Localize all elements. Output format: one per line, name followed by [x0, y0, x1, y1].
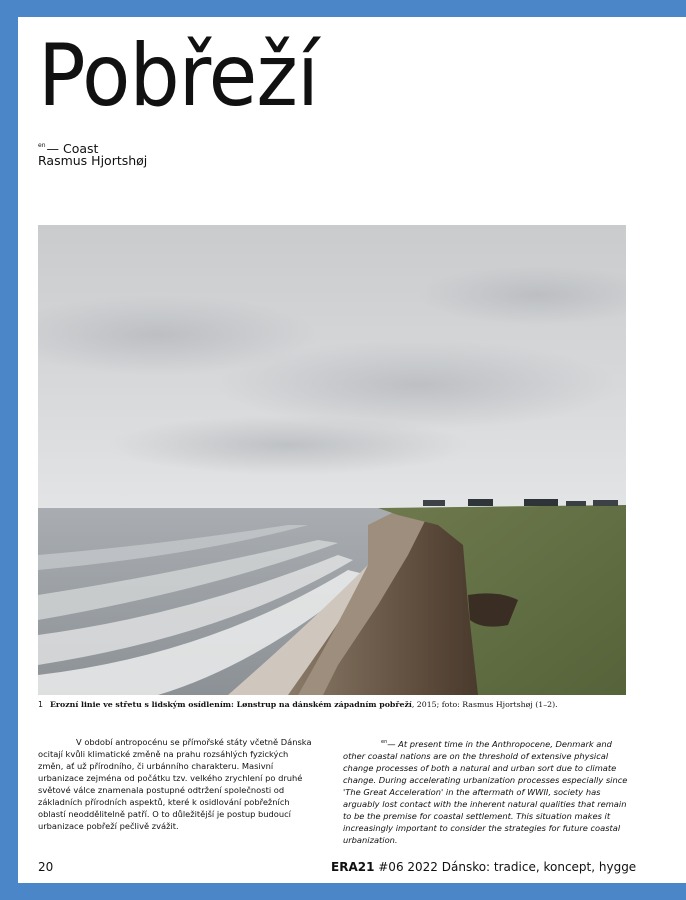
english-lang-tag: en — [381, 739, 388, 745]
english-paragraph — [343, 736, 628, 846]
subtitle-text: — Coast — [46, 141, 99, 156]
caption-bold-text: Erozní linie ve střetu s lidským osídlením: Lønstrup na dánském západním pobřeží — [49, 700, 412, 709]
lang-tag: en — [38, 142, 46, 149]
page-title: Pobřeží — [38, 26, 319, 126]
caption-text: , 2015; foto: Rasmus Hjortshøj (1–2). — [411, 700, 558, 709]
footer-issue — [331, 860, 636, 874]
magazine-page — [18, 17, 686, 883]
author-name: Rasmus Hjortshøj — [38, 153, 148, 168]
czech-paragraph: V období antropocénu se přímořské státy včetně Dánska ocitají kvůli klimatické změně na prahu rozsáhlých fyzických změn, ať už přírodního, či urbánního charakteru. Masivní urbanizace zejména od počátku tzv. velkého zrychlení po druhé světové válce znamenala postupné odtržení společnosti od základních přírodních aspektů, které k osidlování pobřežních oblastí neoddělitelně patří. O to důležitější je postup budoucí urbanizace pobřeží pečlivě zvážit. — [38, 737, 312, 831]
footer-brand: ERA21 — [331, 860, 375, 874]
caption-number: 1 — [38, 700, 43, 709]
photo-caption — [38, 700, 638, 710]
english-text: — At present time in the Anthropocene, Denmark and other coastal nations are on the threshold of extensive physical change processes of both a natural and urban sort due to climate change. During accelerating urbanization processes especially since 'The Great Acceleration' in the aftermath of WWII, society has arguably lost contact with the inherent natural qualities that remain to be the premise for coastal settlement. This situation makes it increasingly important to consider the strategies for future coastal urbanization. — [343, 739, 628, 845]
footer-issue-text: #06 2022 Dánsko: tradice, koncept, hygge — [374, 860, 637, 874]
coastal-cliff-photo — [38, 225, 626, 695]
page-number: 20 — [38, 860, 54, 874]
